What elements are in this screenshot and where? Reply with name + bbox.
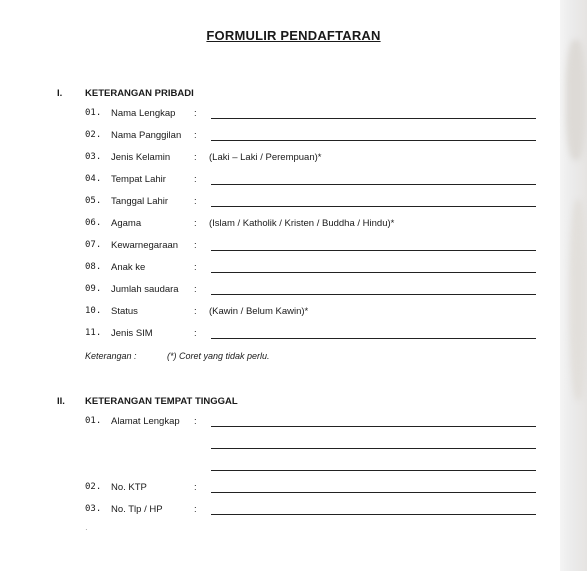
field-colon: : [194,284,197,295]
page-edge-shadow [560,0,587,571]
footnote [85,351,270,361]
field-jumlah-saudara[interactable] [0,284,587,298]
field-label: Alamat Lengkap [111,416,180,427]
field-label: Nama Lengkap [111,108,176,119]
blank-line[interactable] [211,118,536,119]
field-jenis-sim[interactable] [0,328,587,342]
field-colon: : [194,174,197,185]
blank-line[interactable] [211,338,536,339]
field-label: Jumlah saudara [111,284,179,295]
field-label: Tempat Lahir [111,174,166,185]
field-number: 01. [85,108,102,118]
edge-blur [566,40,586,160]
blank-line[interactable] [211,514,536,515]
field-label: No. KTP [111,482,147,493]
field-number: 07. [85,240,102,250]
field-number: 05. [85,196,102,206]
field-colon: : [194,482,197,493]
field-number: 11. [85,328,102,338]
field-tanggal-lahir[interactable] [0,196,587,210]
section-1-number: I. [57,88,63,99]
blank-line[interactable] [211,140,536,141]
address-line-3[interactable] [211,470,536,471]
field-alamat-lengkap[interactable] [0,416,587,430]
field-colon: : [194,240,197,251]
field-colon: : [194,328,197,339]
field-status[interactable] [0,306,587,320]
edge-blur [570,200,587,400]
field-no-ktp[interactable] [0,482,587,496]
field-jenis-kelamin[interactable] [0,152,587,166]
field-number: 02. [85,130,102,140]
field-number: 04. [85,174,102,184]
field-number: 09. [85,284,102,294]
field-number: 01. [85,416,102,426]
field-label: Jenis SIM [111,328,153,339]
field-label: Agama [111,218,142,229]
blank-line[interactable] [211,184,536,185]
section-1-title: KETERANGAN PRIBADI [85,88,194,99]
field-number: 03. [85,504,102,514]
blank-line[interactable] [211,426,536,427]
blank-line[interactable] [211,492,536,493]
field-colon: : [194,218,197,229]
field-label: Tanggal Lahir [111,196,169,207]
choice-options[interactable]: (Islam / Katholik / Kristen / Buddha / Hindu)* [209,218,395,229]
field-colon: : [194,130,197,141]
field-number: 03. [85,152,102,162]
field-nama-panggilan[interactable] [0,130,587,144]
blank-line[interactable] [211,250,536,251]
field-colon: : [194,306,197,317]
field-label: No. Tlp / HP [111,504,163,515]
field-number: 10. [85,306,102,316]
form-title: FORMULIR PENDAFTARAN [206,28,381,43]
field-label: Jenis Kelamin [111,152,171,163]
field-anak-ke[interactable] [0,262,587,276]
field-colon: : [194,152,197,163]
field-number: 08. [85,262,102,272]
blank-line[interactable] [211,272,536,273]
field-label: Status [111,306,138,317]
footnote-label: Keterangan : [85,351,137,361]
field-label: Anak ke [111,262,146,273]
choice-options[interactable]: (Laki – Laki / Perempuan)* [209,152,322,163]
choice-options[interactable]: (Kawin / Belum Kawin)* [209,306,309,317]
stray-mark: · [85,525,88,534]
footnote-text: (*) Coret yang tidak perlu. [167,351,270,361]
field-colon: : [194,504,197,515]
section-2-title: KETERANGAN TEMPAT TINGGAL [85,396,238,407]
field-agama[interactable] [0,218,587,232]
field-label: Nama Panggilan [111,130,182,141]
blank-line[interactable] [211,206,536,207]
blank-line[interactable] [211,294,536,295]
field-tempat-lahir[interactable] [0,174,587,188]
field-nama-lengkap[interactable] [0,108,587,122]
field-colon: : [194,416,197,427]
field-no-tlp[interactable] [0,504,587,518]
field-number: 06. [85,218,102,228]
field-kewarnegaraan[interactable] [0,240,587,254]
field-number: 02. [85,482,102,492]
section-2-number: II. [57,396,65,407]
field-colon: : [194,108,197,119]
address-line-2[interactable] [211,448,536,449]
field-label: Kewarnegaraan [111,240,179,251]
field-colon: : [194,196,197,207]
field-colon: : [194,262,197,273]
